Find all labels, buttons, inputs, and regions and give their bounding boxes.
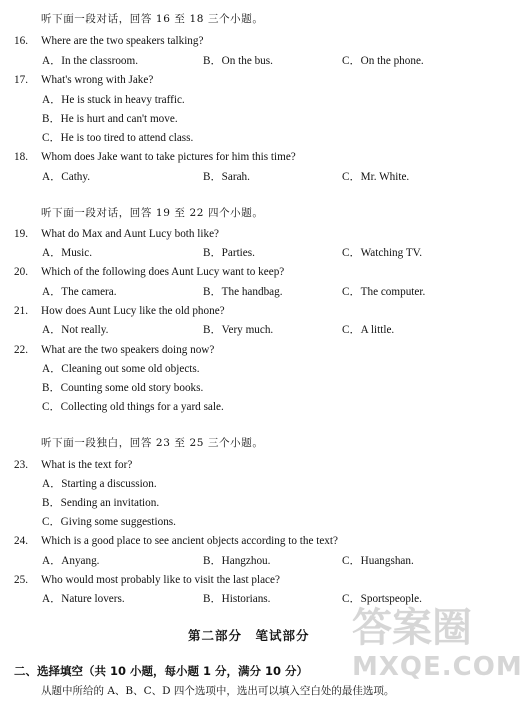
question-text: Which of the following does Aunt Lucy want to keep?: [41, 266, 285, 278]
question-number: 21.: [14, 305, 28, 317]
question-number: 18.: [14, 151, 28, 163]
option-b: B．Sending an invitation.: [42, 497, 160, 509]
option-b: B．Parties.: [203, 247, 255, 259]
listening-intro-1: 听下面一段对话，回答 16 至 18 三个小题。: [41, 13, 264, 25]
option-a: A．Music.: [42, 247, 93, 259]
option-a: A．Not really.: [42, 324, 109, 336]
question-number: 23.: [14, 459, 28, 471]
option-c: C．Watching TV.: [342, 247, 423, 259]
option-c: C．He is too tired to attend class.: [42, 132, 194, 144]
option-c: C．Mr. White.: [342, 171, 410, 183]
question-text: Whom does Jake want to take pictures for him this time?: [41, 151, 296, 163]
option-c: C．Giving some suggestions.: [42, 516, 176, 528]
question-text: How does Aunt Lucy like the old phone?: [41, 305, 225, 317]
watermark-logo: 答案圈: [352, 605, 472, 651]
option-a: A．He is stuck in heavy traffic.: [42, 94, 185, 106]
question-number: 19.: [14, 228, 28, 240]
question-number: 24.: [14, 535, 28, 547]
question-text: What are the two speakers doing now?: [41, 344, 215, 356]
part2-title: 第二部分 笔试部分: [188, 628, 310, 643]
option-a: A．Anyang.: [42, 555, 100, 567]
question-text: Where are the two speakers talking?: [41, 35, 204, 47]
option-b: B．Counting some old story books.: [42, 382, 204, 394]
option-b: B．Historians.: [203, 593, 271, 605]
option-a: A．Starting a discussion.: [42, 478, 157, 490]
question-text: Which is a good place to see ancient objects according to the text?: [41, 535, 338, 547]
option-b: B．Very much.: [203, 324, 274, 336]
option-b: B．The handbag.: [203, 286, 283, 298]
question-text: What do Max and Aunt Lucy both like?: [41, 228, 220, 240]
question-number: 20.: [14, 266, 28, 278]
question-text: What's wrong with Jake?: [41, 74, 154, 86]
option-a: A．In the classroom.: [42, 55, 139, 67]
question-text: Who would most probably like to visit the last place?: [41, 574, 280, 586]
option-c: C．The computer.: [342, 286, 426, 298]
watermark-url: MXQE.COM: [352, 652, 523, 682]
option-c: C．On the phone.: [342, 55, 424, 67]
option-a: A．Nature lovers.: [42, 593, 125, 605]
option-c: C．Huangshan.: [342, 555, 414, 567]
option-a: A．Cathy.: [42, 171, 91, 183]
option-c: C．Collecting old things for a yard sale.: [42, 401, 224, 413]
option-b: B．He is hurt and can't move.: [42, 113, 178, 125]
option-b: B．Hangzhou.: [203, 555, 271, 567]
option-b: B．On the bus.: [203, 55, 273, 67]
section2-instruction: 从题中所给的 A、B、C、D 四个选项中，选出可以填入空白处的最佳选项。: [41, 685, 395, 697]
option-a: A．Cleaning out some old objects.: [42, 363, 200, 375]
listening-intro-2: 听下面一段对话，回答 19 至 22 四个小题。: [41, 207, 264, 219]
option-c: C．Sportspeople.: [342, 593, 422, 605]
question-number: 22.: [14, 344, 28, 356]
option-b: B．Sarah.: [203, 171, 250, 183]
section2-title: 二、选择填空（共 10 小题，每小题 1 分，满分 10 分）: [14, 664, 309, 678]
listening-intro-3: 听下面一段独白，回答 23 至 25 三个小题。: [41, 437, 264, 449]
option-c: C．A little.: [342, 324, 395, 336]
question-number: 16.: [14, 35, 28, 47]
question-number: 17.: [14, 74, 28, 86]
question-text: What is the text for?: [41, 459, 133, 471]
option-a: A．The camera.: [42, 286, 117, 298]
question-number: 25.: [14, 574, 28, 586]
